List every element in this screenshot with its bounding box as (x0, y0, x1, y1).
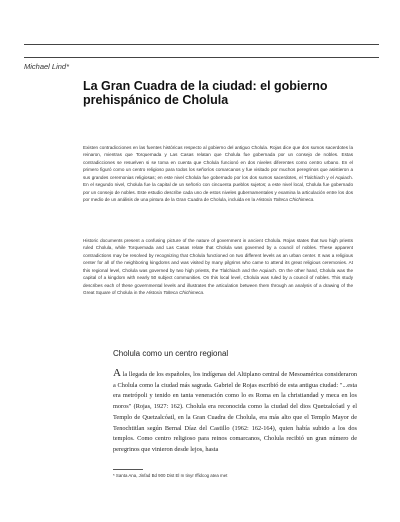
footnote: * Santa Ana, Jinfad Bd 900 Dist El m tinyr Iffidcog atea met (113, 473, 228, 478)
abstract-english-text: Historic documents present a confusing picture of the nature of government in ancient Cholula. Rojas states that two high priests ruled Cholula, while Torquemada and Las Casas relate that Cholula was governed by a council of nobles. These apparent contradictions may be resolved by recognizing that Cholula functioned on two different levels as an urban center. It was a religious center for all of the neighboring kingdoms and was visited by many pilgrims who came to attend its great religious ceremonies. At this regional level, Cholula was governed by two high priests, the Tlalchiach and the Aquiach. On the other hand, Cholula was the capital of a kingdom with nearly 50 subject communities. On this local level, Cholula was ruled by a council of nobles. This study describes each of these governmental levels and illustrates the articulation between them through an analysis of a drawing of the Great Square of Cholula in the (83, 238, 353, 296)
abstract-english (83, 237, 353, 297)
section-title: Cholula como un centro regional (113, 349, 229, 358)
drop-cap: A (113, 367, 121, 379)
abstract-english-end: . (203, 290, 205, 296)
abstract-english-italic: Historia Tolteca Chichimeca (146, 290, 204, 296)
article-title: La Gran Cuadra de la ciudad: el gobierno prehispánico de Cholula (83, 79, 328, 107)
header-rule (24, 44, 379, 58)
abstract-spanish-text: Existen contradicciones en las fuentes históricas respecto al gobierno del antiguo Cholula. Rojas dice que dos sumos sacerdotes la reinaron, mientras que Torquemada y Las Casas relatan que Cholula fue gobernada por un consejo de nobles. Estas contradicciones se resuelven si se toma en cuenta que Cholula funcionó en dos niveles diferentes como centro urbano. En el primero figuró como un centro religioso para todos los señoríos comarcanos y fue visitado por muchos peregrinos que asistieron a sus grandes ceremonias religiosas; en este nivel Cholula fue gobernado por los dos sumos sacerdotes, el Tlalchiach y el Aquiach. En el segundo nivel, Cholula fue la capital de un señorío con cincuenta pueblos sujetos; a este nivel local, Cholula fue gobernado por un consejo de nobles. Este estudio describe cada uno de estos niveles gubernamentales y examina la articulación entre los dos por medio de un análisis de una pintura de la Gran Cuadra de Cholula, incluida en la (83, 145, 353, 203)
footnote-rule (113, 469, 143, 470)
author-name: Michael Lind* (24, 62, 70, 71)
abstract-spanish (83, 144, 353, 204)
body-paragraph: la llegada de los españoles, los indígenas del Altiplano central de Mesoamérica consideraron a Cholula como la ciudad más sagrada. Gabriel de Rojas escribió de esta antigua ciudad: "...esta era metrópoli y tenido en tanta veneración como lo es Roma en la christiandad y meca en los moros" (Rojas, 1927: 162). Cholula era reconocida como la ciudad del dios Quetzalcóatl y el Templo de Quetzalcóatl, en la Gran Cuadra de Cholula, era más alto que el Templo Mayor de Tenochtitlan según Bernal Díaz del Castillo (1962: 162-164), quien había subido a los dos templos. Como centro religioso para reinos comarcanos, Cholula recibió un gran número de peregrinos que vinieron desde lejos, hasta (113, 371, 357, 453)
body-text (113, 368, 357, 456)
abstract-spanish-end: . (313, 197, 315, 203)
abstract-spanish-italic: Historia Tolteca Chichimeca (256, 197, 314, 203)
